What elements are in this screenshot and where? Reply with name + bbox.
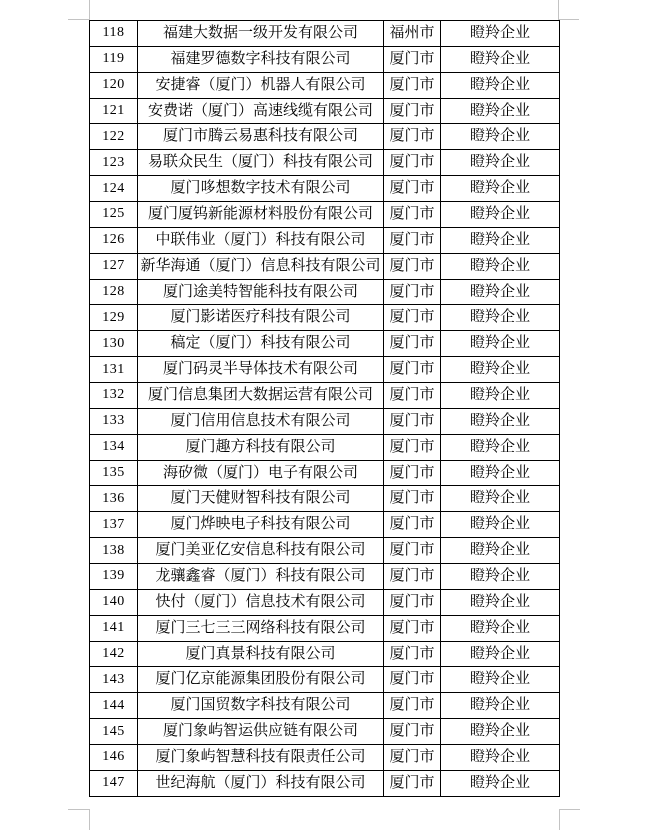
cell-no: 147 [90,770,138,796]
cell-name: 厦门信用信息技术有限公司 [138,408,384,434]
cell-no: 139 [90,564,138,590]
table-row [90,770,560,796]
cell-no: 145 [90,719,138,745]
company-table-body [90,21,560,797]
cell-category: 瞪羚企业 [441,589,560,615]
cell-category: 瞪羚企业 [441,124,560,150]
cell-category: 瞪羚企业 [441,641,560,667]
table-row [90,719,560,745]
cell-name: 龙骧鑫睿（厦门）科技有限公司 [138,564,384,590]
cell-city: 厦门市 [384,202,441,228]
table-row [90,383,560,409]
table-row [90,434,560,460]
cell-name: 厦门三七三三网络科技有限公司 [138,615,384,641]
cell-name: 厦门厦钨新能源材料股份有限公司 [138,202,384,228]
cell-name: 快付（厦门）信息技术有限公司 [138,589,384,615]
cell-no: 127 [90,253,138,279]
table-row [90,460,560,486]
cell-city: 厦门市 [384,460,441,486]
table-row [90,150,560,176]
table-row [90,124,560,150]
cell-category: 瞪羚企业 [441,227,560,253]
cell-no: 146 [90,745,138,771]
cell-category: 瞪羚企业 [441,667,560,693]
cell-city: 厦门市 [384,383,441,409]
cell-category: 瞪羚企业 [441,693,560,719]
text-boundary-mark-top-left-vertical [89,0,90,21]
cell-name: 厦门天健财智科技有限公司 [138,486,384,512]
table-row [90,538,560,564]
text-boundary-mark-bottom-left-horizontal [68,809,89,810]
cell-no: 119 [90,46,138,72]
cell-no: 130 [90,331,138,357]
table-row [90,331,560,357]
cell-no: 118 [90,21,138,47]
cell-city: 厦门市 [384,770,441,796]
cell-name: 世纪海航（厦门）科技有限公司 [138,770,384,796]
cell-no: 122 [90,124,138,150]
table-row [90,46,560,72]
cell-category: 瞪羚企业 [441,719,560,745]
cell-no: 129 [90,305,138,331]
cell-no: 120 [90,72,138,98]
cell-city: 厦门市 [384,745,441,771]
cell-no: 138 [90,538,138,564]
cell-category: 瞪羚企业 [441,564,560,590]
cell-city: 厦门市 [384,305,441,331]
table-row [90,357,560,383]
cell-no: 140 [90,589,138,615]
cell-no: 132 [90,383,138,409]
cell-category: 瞪羚企业 [441,331,560,357]
text-boundary-mark-top-left-horizontal [68,19,89,20]
table-row [90,589,560,615]
cell-no: 144 [90,693,138,719]
cell-name: 厦门信息集团大数据运营有限公司 [138,383,384,409]
cell-name: 厦门象屿智运供应链有限公司 [138,719,384,745]
cell-category: 瞪羚企业 [441,202,560,228]
cell-name: 厦门趣方科技有限公司 [138,434,384,460]
cell-city: 厦门市 [384,434,441,460]
cell-city: 厦门市 [384,253,441,279]
cell-city: 厦门市 [384,615,441,641]
cell-category: 瞪羚企业 [441,512,560,538]
cell-no: 135 [90,460,138,486]
cell-category: 瞪羚企业 [441,434,560,460]
cell-city: 厦门市 [384,279,441,305]
cell-city: 厦门市 [384,46,441,72]
cell-no: 123 [90,150,138,176]
table-row [90,745,560,771]
cell-category: 瞪羚企业 [441,486,560,512]
table-row [90,615,560,641]
cell-category: 瞪羚企业 [441,745,560,771]
cell-category: 瞪羚企业 [441,279,560,305]
cell-city: 厦门市 [384,408,441,434]
cell-city: 厦门市 [384,693,441,719]
cell-city: 厦门市 [384,227,441,253]
cell-name: 厦门烨映电子科技有限公司 [138,512,384,538]
cell-city: 厦门市 [384,72,441,98]
cell-name: 厦门码灵半导体技术有限公司 [138,357,384,383]
text-boundary-mark-top-right-horizontal [558,19,579,20]
cell-category: 瞪羚企业 [441,615,560,641]
cell-category: 瞪羚企业 [441,176,560,202]
cell-city: 厦门市 [384,538,441,564]
cell-category: 瞪羚企业 [441,460,560,486]
cell-no: 131 [90,357,138,383]
cell-name: 厦门市腾云易惠科技有限公司 [138,124,384,150]
cell-city: 厦门市 [384,486,441,512]
cell-name: 易联众民生（厦门）科技有限公司 [138,150,384,176]
cell-no: 143 [90,667,138,693]
cell-name: 厦门亿京能源集团股份有限公司 [138,667,384,693]
table-row [90,641,560,667]
cell-city: 厦门市 [384,176,441,202]
text-boundary-mark-top-right-vertical [558,0,559,21]
cell-no: 128 [90,279,138,305]
cell-category: 瞪羚企业 [441,150,560,176]
cell-name: 厦门途美特智能科技有限公司 [138,279,384,305]
cell-category: 瞪羚企业 [441,253,560,279]
cell-city: 厦门市 [384,641,441,667]
cell-city: 厦门市 [384,124,441,150]
table-row [90,693,560,719]
cell-no: 141 [90,615,138,641]
cell-name: 厦门影诺医疗科技有限公司 [138,305,384,331]
table-row [90,253,560,279]
table-row [90,408,560,434]
cell-name: 中联伟业（厦门）科技有限公司 [138,227,384,253]
cell-no: 134 [90,434,138,460]
cell-name: 厦门美亚亿安信息科技有限公司 [138,538,384,564]
cell-no: 133 [90,408,138,434]
cell-category: 瞪羚企业 [441,46,560,72]
table-row [90,176,560,202]
cell-city: 厦门市 [384,150,441,176]
cell-category: 瞪羚企业 [441,357,560,383]
cell-category: 瞪羚企业 [441,72,560,98]
table-row [90,227,560,253]
text-boundary-mark-bottom-right-horizontal [559,809,580,810]
table-row [90,486,560,512]
cell-no: 136 [90,486,138,512]
cell-name: 厦门国贸数字科技有限公司 [138,693,384,719]
cell-category: 瞪羚企业 [441,305,560,331]
cell-no: 137 [90,512,138,538]
cell-city: 厦门市 [384,589,441,615]
cell-category: 瞪羚企业 [441,21,560,47]
cell-city: 厦门市 [384,98,441,124]
cell-no: 124 [90,176,138,202]
table-row [90,667,560,693]
cell-name: 厦门象屿智慧科技有限责任公司 [138,745,384,771]
cell-name: 厦门哆想数字技术有限公司 [138,176,384,202]
cell-no: 126 [90,227,138,253]
table-row [90,279,560,305]
cell-category: 瞪羚企业 [441,538,560,564]
cell-city: 厦门市 [384,331,441,357]
cell-category: 瞪羚企业 [441,770,560,796]
cell-no: 125 [90,202,138,228]
text-boundary-mark-bottom-right-vertical [559,809,560,830]
table-row [90,98,560,124]
cell-city: 福州市 [384,21,441,47]
cell-city: 厦门市 [384,667,441,693]
table-row [90,512,560,538]
company-table [89,20,560,797]
cell-no: 121 [90,98,138,124]
cell-city: 厦门市 [384,512,441,538]
cell-name: 新华海通（厦门）信息科技有限公司 [138,253,384,279]
cell-no: 142 [90,641,138,667]
table-row [90,72,560,98]
cell-name: 安费诺（厦门）高速线缆有限公司 [138,98,384,124]
cell-category: 瞪羚企业 [441,383,560,409]
cell-name: 安捷睿（厦门）机器人有限公司 [138,72,384,98]
text-boundary-mark-bottom-left-vertical [89,809,90,830]
table-row [90,305,560,331]
cell-category: 瞪羚企业 [441,98,560,124]
cell-name: 福建大数据一级开发有限公司 [138,21,384,47]
table-row [90,564,560,590]
cell-city: 厦门市 [384,357,441,383]
cell-category: 瞪羚企业 [441,408,560,434]
table-row [90,21,560,47]
cell-name: 厦门真景科技有限公司 [138,641,384,667]
cell-city: 厦门市 [384,564,441,590]
table-row [90,202,560,228]
cell-name: 稿定（厦门）科技有限公司 [138,331,384,357]
cell-city: 厦门市 [384,719,441,745]
cell-name: 福建罗德数字科技有限公司 [138,46,384,72]
cell-name: 海矽微（厦门）电子有限公司 [138,460,384,486]
